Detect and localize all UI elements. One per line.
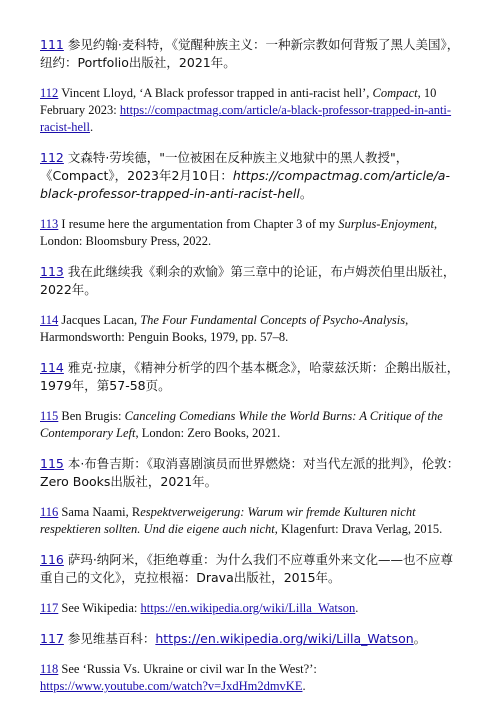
reference-url-link[interactable]: https://en.wikipedia.org/wiki/Lilla_Watson	[140, 601, 356, 615]
footnote-text: .	[302, 679, 306, 693]
footnote-text: , London: Bloomsbury Press, 2022.	[40, 217, 438, 248]
footnote-number-link[interactable]: 116	[40, 552, 64, 567]
footnote-text: Jacques Lacan,	[58, 313, 141, 327]
footnote-en	[40, 216, 460, 250]
footnote-en	[40, 85, 460, 136]
footnote-italic-text: Canceling Comedians While the World Burns: A Critique of the Contemporary Left	[40, 409, 443, 440]
footnote-text: Ben Brugis:	[58, 409, 125, 423]
footnote-text: , 10 February 2023:	[40, 86, 437, 117]
footnote-italic-text: Surplus-Enjoyment	[338, 217, 435, 231]
footnote-number-link[interactable]: 115	[40, 409, 59, 423]
footnote-en	[40, 504, 460, 538]
footnote-italic-text: https://compactmag.com/article/a-black-professor-trapped-in-anti-racist-hell	[40, 168, 450, 201]
footnote-zh	[40, 263, 460, 299]
footnote-text: , Harmondsworth: Penguin Books, 1979, pp. 57–8.	[40, 313, 409, 344]
footnote-en	[40, 600, 460, 617]
footnote-text: Vincent Lloyd, ‘A Black professor trapped in anti-racist hell’,	[58, 86, 373, 100]
footnote-text: 参见维基百科：	[63, 631, 156, 646]
footnote-italic-text: espektverweigerung: Warum wir fremde Kulturen nicht respektieren sollten. Und die eigene auch nicht	[40, 505, 416, 536]
footnote-text: 本·布鲁吉斯：《取消喜剧演员而世界燃烧：对当代左派的批判》，伦敦：Zero Books出版社，2021年。	[40, 456, 460, 489]
footnote-number-link[interactable]: 115	[40, 456, 64, 471]
footnote-en	[40, 661, 460, 695]
footnote-italic-text: Compact	[372, 86, 418, 100]
footnote-text: 我在此继续我《剩余的欢愉》第三章中的论证，布卢姆茨伯里出版社，2022年。	[40, 264, 456, 297]
footnote-text: 文森特·劳埃德，"一位被困在反种族主义地狱中的黑人教授"，《Compact》，2023年2月10日：	[40, 150, 409, 183]
footnote-text: I resume here the argumentation from Chapter 3 of my	[58, 217, 339, 231]
footnote-number-link[interactable]: 117	[40, 631, 64, 646]
reference-url-link[interactable]: https://www.youtube.com/watch?v=JxdHm2dmvKE	[40, 679, 303, 693]
footnote-zh	[40, 36, 460, 72]
footnote-en	[40, 408, 460, 442]
footnote-zh	[40, 455, 460, 491]
footnote-number-link[interactable]: 118	[40, 662, 59, 676]
footnote-number-link[interactable]: 112	[40, 86, 59, 100]
footnote-number-link[interactable]: 117	[40, 601, 59, 615]
footnote-number-link[interactable]: 114	[40, 313, 59, 327]
footnote-zh	[40, 149, 460, 203]
footnote-number-link[interactable]: 116	[40, 505, 59, 519]
footnote-zh	[40, 359, 460, 395]
footnote-text: See Wikipedia:	[58, 601, 141, 615]
footnote-number-link[interactable]: 114	[40, 360, 64, 375]
footnote-text: 参见约翰·麦科特，《觉醒种族主义：一种新宗教如何背叛了黑人美国》，纽约：Portfolio出版社，2021年。	[40, 37, 460, 70]
footnote-number-link[interactable]: 113	[40, 264, 64, 279]
footnote-italic-text: The Four Fundamental Concepts of Psycho-Analysis	[140, 313, 406, 327]
footnote-zh	[40, 630, 460, 648]
footnote-text: , Klagenfurt: Drava Verlag, 2015.	[274, 522, 443, 536]
footnote-text: See ‘Russia Vs. Ukraine or civil war In the West?’:	[58, 662, 317, 676]
reference-url-link[interactable]: https://en.wikipedia.org/wiki/Lilla_Watson	[155, 631, 414, 646]
footnote-number-link[interactable]: 113	[40, 217, 59, 231]
footnote-zh	[40, 551, 460, 587]
footnotes-list	[40, 36, 460, 695]
reference-url-link[interactable]: https://compactmag.com/article/a-black-professor-trapped-in-anti-racist-hell	[40, 103, 452, 134]
footnote-text: , London: Zero Books, 2021.	[135, 426, 281, 440]
footnote-en	[40, 312, 460, 346]
footnote-text: 。	[299, 186, 313, 201]
footnote-text: 萨玛·纳阿米，《拒绝尊重：为什么我们不应尊重外来文化——也不应尊重自己的文化》，克拉根福：Drava出版社，2015年。	[40, 552, 454, 585]
footnote-number-link[interactable]: 111	[40, 37, 64, 52]
footnote-text: 。	[413, 631, 427, 646]
footnote-number-link[interactable]: 112	[40, 150, 64, 165]
footnote-text: 雅克·拉康，《精神分析学的四个基本概念》，哈蒙兹沃斯：企鹅出版社，1979年，第57-58页。	[40, 360, 460, 393]
footnote-text: .	[355, 601, 359, 615]
footnote-text: Sama Naami, R	[58, 505, 141, 519]
footnote-text: .	[89, 120, 94, 134]
